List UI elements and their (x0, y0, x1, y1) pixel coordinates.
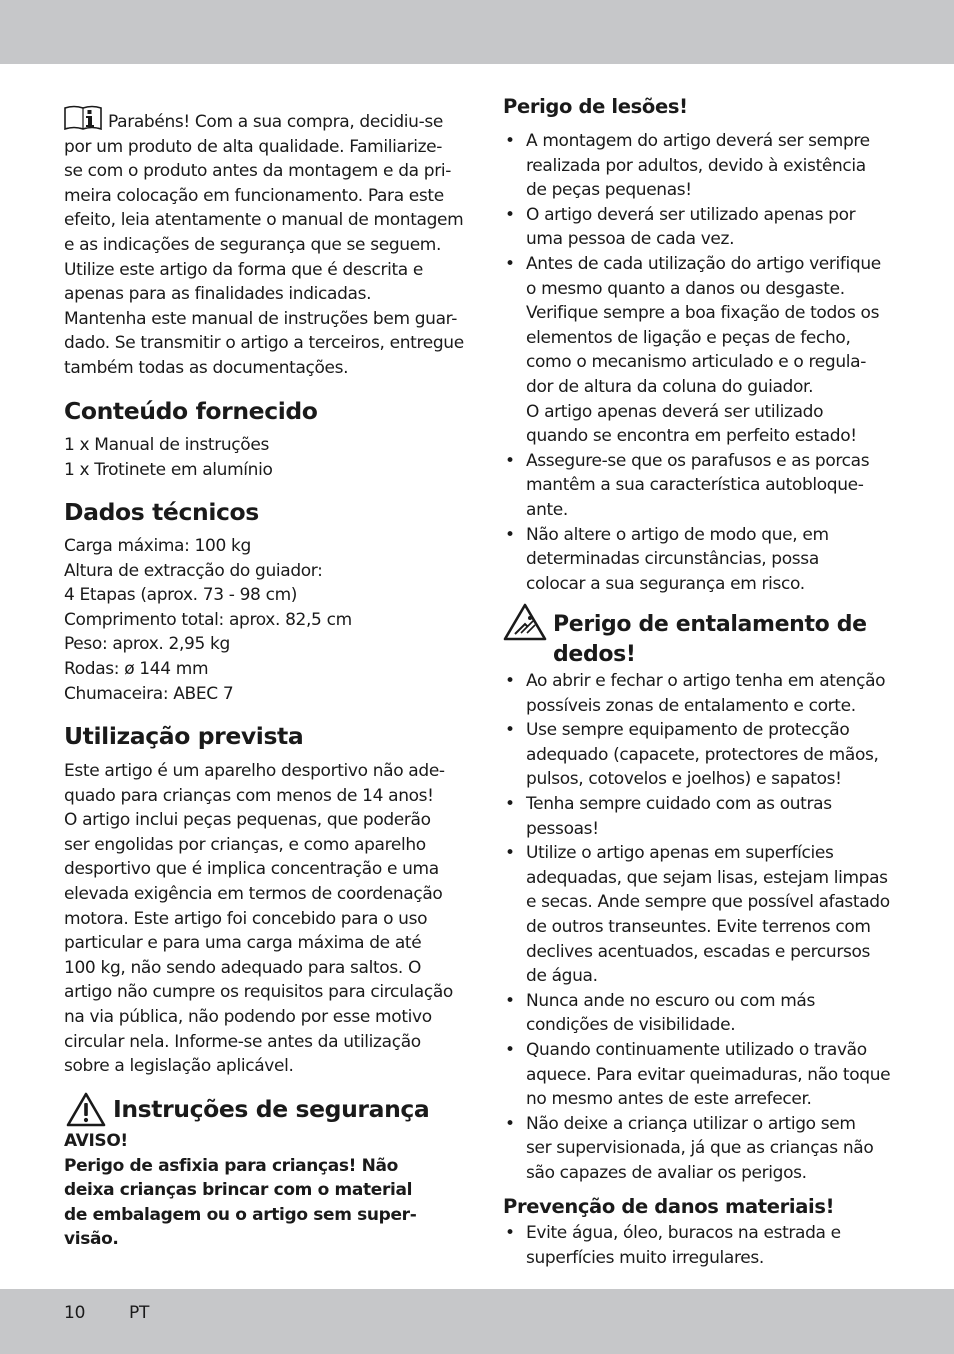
list-line: Utilize o artigo apenas em superfícies (526, 843, 834, 864)
intro-line: Utilize este artigo da forma que é descrita e (64, 259, 424, 280)
usage-line: O artigo inclui peças pequenas, que poderão (64, 810, 431, 831)
list-line: Verifique sempre a boa fixação de todos os (526, 303, 880, 324)
safety-warning (64, 1129, 416, 1252)
list-item: • Antes de cada utilização do artigo verifique o mesmo quanto a danos ou desgaste. Verifique sempre a boa fixação de todos os elementos de ligação e peças de fecho, como o mecanismo articulado e o regula- dor de altura da coluna do guiador. O artigo apenas deverá ser utilizado quando se encontra em perfeito estado! (503, 252, 881, 449)
intro-line: também todas as documentações. (64, 357, 349, 378)
usage-line: motora. Este artigo foi concebido para o uso (64, 908, 428, 929)
list-line: Não altere o artigo de modo que, em (526, 524, 829, 545)
list-line: determinadas circunstâncias, possa (526, 549, 819, 570)
intro-line: apenas para as finalidades indicadas. (64, 284, 372, 305)
list-item: • O artigo deverá ser utilizado apenas por uma pessoa de cada vez. (503, 203, 881, 252)
list-line: Tenha sempre cuidado com as outras (526, 793, 832, 814)
list-line: o mesmo quanto a danos ou desgaste. (526, 278, 845, 299)
specs-heading: Dados técnicos (64, 498, 259, 526)
intro-line: por um produto de alta qualidade. Familiarize- (64, 136, 443, 157)
list-line: dor de altura da coluna do guiador. (526, 376, 814, 397)
spec-line: Chumaceira: ABEC 7 (64, 683, 234, 704)
spec-line: Rodas: ø 144 mm (64, 658, 209, 679)
list-line: adequadas, que sejam lisas, estejam limpas (526, 867, 888, 888)
list-item: • Utilize o artigo apenas em superfícies adequadas, que sejam lisas, estejam limpas e secas. Ande sempre que possível afastado de outros transeuntes. Evite terrenos com declives acentuados, escadas e percursos de água. (503, 841, 890, 989)
list-line: Quando continuamente utilizado o travão (526, 1039, 867, 1060)
usage-line: sobre a legislação aplicável. (64, 1056, 294, 1077)
spec-line: Carga máxima: 100 kg (64, 536, 251, 556)
list-line: são capazes de avaliar os perigos. (526, 1162, 807, 1183)
spec-line: Comprimento total: aprox. 82,5 cm (64, 609, 352, 630)
list-line: ante. (526, 499, 568, 520)
usage-line: elevada exigência em termos de coordenação (64, 883, 443, 904)
usage-line: desportivo que é implica concentração e uma (64, 859, 439, 880)
list-item: • Nunca ande no escuro ou com más condições de visibilidade. (503, 989, 890, 1038)
usage-line: Este artigo é um aparelho desportivo não ade- (64, 761, 445, 781)
usage-line: particular e para uma carga máxima de até (64, 933, 422, 954)
contents-line: 1 x Manual de instruções (64, 435, 269, 455)
intro-line: se com o produto antes da montagem e da pri- (64, 161, 452, 182)
list-line: elementos de ligação e peças de fecho, (526, 327, 851, 348)
list-line: Não deixe a criança utilizar o artigo sem (526, 1113, 856, 1134)
list-line: e secas. Ande sempre que possível afastado (526, 892, 890, 913)
list-line: superfícies muito irregulares. (526, 1247, 764, 1268)
usage-line: artigo não cumpre os requisitos para circulação (64, 982, 453, 1003)
usage-line: na via pública, não podendo por esse motivo (64, 1006, 432, 1027)
list-line: uma pessoa de cada vez. (526, 229, 735, 250)
fingers-heading (553, 610, 867, 670)
warning-triangle-icon (66, 1092, 106, 1127)
list-line: Use sempre equipamento de protecção (526, 720, 850, 741)
safety-heading: Instruções de segurança (113, 1095, 430, 1123)
safety-warning-line: AVISO! (64, 1131, 128, 1151)
list-line: como o mecanismo articulado e o regula- (526, 352, 867, 373)
spec-line: Peso: aprox. 2,95 kg (64, 634, 230, 655)
list-item: • Quando continuamente utilizado o travão aquece. Para evitar queimaduras, não toque no mesmo antes de este arrefecer. (503, 1038, 890, 1112)
usage-line: circular nela. Informe-se antes da utilização (64, 1031, 421, 1052)
intro-line: dado. Se transmitir o artigo a terceiros, entregue (64, 333, 464, 354)
list-item: • Não deixe a criança utilizar o artigo sem ser supervisionada, já que as crianças não são capazes de avaliar os perigos. (503, 1112, 890, 1186)
safety-warning-line: visão. (64, 1229, 119, 1250)
intro-line: e as indicações de segurança que se seguem. (64, 234, 442, 255)
safety-warning-line: Perigo de asfixia para crianças! Não (64, 1155, 398, 1176)
list-line: condições de visibilidade. (526, 1015, 736, 1036)
list-item: • A montagem do artigo deverá ser sempre realizada por adultos, devido à existência de peças pequenas! (503, 129, 881, 203)
list-line: pessoas! (526, 818, 599, 839)
spec-line: Altura de extracção do guiador: (64, 560, 323, 581)
list-line: possíveis zonas de entalamento e corte. (526, 695, 856, 716)
fingers-list (503, 669, 890, 1185)
list-line: de peças pequenas! (526, 180, 692, 201)
list-line: Ao abrir e fechar o artigo tenha em atenção (526, 671, 886, 691)
intro-line: meira colocação em funcionamento. Para este (64, 185, 444, 206)
contents-list (64, 433, 273, 482)
list-line: de água. (526, 966, 598, 987)
list-line: O artigo apenas deverá ser utilizado (526, 401, 824, 422)
intro-line: efeito, leia atentamente o manual de montagem (64, 210, 464, 231)
list-line: colocar a sua segurança em risco. (526, 573, 805, 594)
pinch-warning-icon (503, 603, 547, 641)
intro-line: Mantenha este manual de instruções bem guar- (64, 308, 458, 329)
spec-line: 4 Etapas (aprox. 73 - 98 cm) (64, 585, 298, 606)
safety-warning-line: de embalagem ou o artigo sem super- (64, 1204, 417, 1225)
list-item: • Assegure-se que os parafusos e as porcas mantêm a sua característica autobloque- ante. (503, 449, 881, 523)
list-line: Nunca ande no escuro ou com más (526, 990, 815, 1011)
list-line: aquece. Para evitar queimaduras, não toque (526, 1064, 891, 1085)
damage-list (503, 1221, 841, 1270)
intro-text (64, 110, 464, 381)
list-line: Evite água, óleo, buracos na estrada e (526, 1223, 841, 1243)
contents-heading: Conteúdo fornecido (64, 397, 318, 425)
list-line: mantêm a sua característica autobloque- (526, 475, 864, 496)
list-line: pulsos, cotovelos e joelhos) e sapatos! (526, 769, 842, 790)
injury-heading: Perigo de lesões! (503, 95, 688, 118)
usage-heading: Utilização prevista (64, 722, 304, 750)
list-line: O artigo deverá ser utilizado apenas por (526, 204, 856, 225)
usage-line: 100 kg, não sendo adequado para saltos. O (64, 957, 422, 978)
injury-list (503, 129, 881, 596)
usage-line: quado para crianças com menos de 14 anos! (64, 785, 434, 806)
language-code: PT (129, 1303, 150, 1323)
list-item: • Não altere o artigo de modo que, em determinadas circunstâncias, possa colocar a sua segurança em risco. (503, 523, 881, 597)
fingers-heading-line: dedos! (553, 642, 636, 667)
header-bar (0, 0, 954, 64)
safety-warning-line: deixa crianças brincar com o material (64, 1180, 413, 1201)
list-item: • Tenha sempre cuidado com as outras pessoas! (503, 792, 890, 841)
list-line: Assegure-se que os parafusos e as porcas (526, 450, 870, 471)
list-item: • Ao abrir e fechar o artigo tenha em atenção possíveis zonas de entalamento e corte. (503, 669, 890, 718)
list-line: A montagem do artigo deverá ser sempre (526, 131, 870, 151)
usage-line: ser engolidas por crianças, e como aparelho (64, 834, 426, 855)
page-number: 10 (64, 1303, 86, 1323)
list-line: adequado (capacete, protectores de mãos, (526, 744, 879, 765)
damage-heading: Prevenção de danos materiais! (503, 1195, 835, 1218)
list-item: • Use sempre equipamento de protecção adequado (capacete, protectores de mãos, pulsos, cotovelos e joelhos) e sapatos! (503, 718, 890, 792)
list-line: de outros transeuntes. Evite terrenos com (526, 916, 871, 937)
list-line: Antes de cada utilização do artigo verifique (526, 253, 881, 274)
list-line: no mesmo antes de este arrefecer. (526, 1089, 812, 1110)
list-line: declives acentuados, escadas e percursos (526, 941, 871, 962)
intro-line: Parabéns! Com a sua compra, decidiu-se (108, 112, 443, 132)
usage-text (64, 759, 453, 1079)
list-line: ser supervisionada, já que as crianças não (526, 1138, 874, 1159)
list-item: • Evite água, óleo, buracos na estrada e superfícies muito irregulares. (503, 1221, 841, 1270)
fingers-heading-line: Perigo de entalamento de (553, 612, 867, 637)
list-line: realizada por adultos, devido à existência (526, 155, 866, 176)
contents-line: 1 x Trotinete em alumínio (64, 459, 273, 480)
specs-list (64, 534, 352, 706)
list-line: quando se encontra em perfeito estado! (526, 426, 857, 447)
